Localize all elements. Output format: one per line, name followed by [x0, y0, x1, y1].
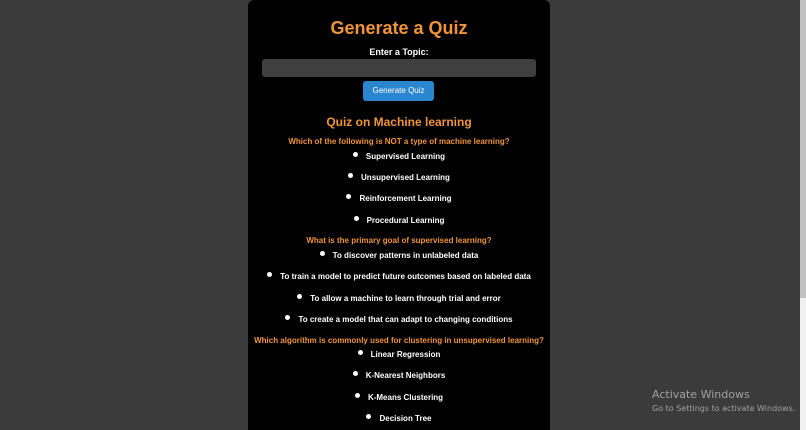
option-label: K-Means Clustering	[367, 393, 444, 402]
radio-button[interactable]	[348, 173, 353, 178]
option-label: Procedural Learning	[366, 216, 445, 225]
question-1-option-1[interactable]	[248, 151, 550, 163]
question-3-option-4[interactable]	[248, 413, 550, 425]
question-1: Which of the following is NOT a type of machine learning?	[288, 137, 510, 146]
question-2-option-4[interactable]	[248, 314, 550, 326]
question-1-option-3[interactable]	[248, 193, 550, 205]
question-3: Which algorithm is commonly used for clustering in unsupervised learning?	[254, 336, 544, 345]
option-label: Reinforcement Learning	[359, 194, 452, 203]
generate-quiz-button[interactable]: Generate Quiz	[363, 81, 434, 101]
question-3-option-2[interactable]	[248, 370, 550, 382]
question-2-option-1[interactable]	[248, 250, 550, 262]
question-2-option-2[interactable]	[248, 271, 550, 283]
topic-input[interactable]	[262, 59, 536, 77]
option-label: To allow a machine to learn through trial and error	[310, 294, 501, 303]
option-label: Supervised Learning	[365, 152, 446, 161]
radio-button[interactable]	[285, 315, 290, 320]
radio-button[interactable]	[355, 393, 360, 398]
activation-title: Activate Windows	[652, 388, 750, 401]
question-3-option-3[interactable]	[248, 392, 550, 404]
option-label: To discover patterns in unlabeled data	[332, 251, 479, 260]
windows-activation-watermark	[652, 388, 795, 415]
scrollbar-thumb[interactable]	[800, 0, 806, 298]
radio-button[interactable]	[366, 414, 371, 419]
radio-button[interactable]	[320, 251, 325, 256]
question-1-option-2[interactable]	[248, 172, 550, 184]
question-3-option-1[interactable]	[248, 349, 550, 361]
radio-button[interactable]	[358, 350, 363, 355]
quiz-panel	[248, 0, 550, 430]
quiz-title: Quiz on Machine learning	[326, 115, 472, 129]
option-label: Unsupervised Learning	[361, 173, 450, 182]
activation-subtitle: Go to Settings to activate Windows.	[652, 404, 796, 413]
radio-button[interactable]	[354, 216, 359, 221]
option-label: Decision Tree	[379, 414, 432, 423]
option-label: To train a model to predict future outcomes based on labeled data	[280, 272, 531, 281]
radio-button[interactable]	[267, 272, 272, 277]
question-2-option-3[interactable]	[248, 293, 550, 305]
question-2: What is the primary goal of supervised learning?	[306, 236, 492, 245]
option-label: Linear Regression	[370, 350, 441, 359]
radio-button[interactable]	[353, 152, 358, 157]
question-1-option-4[interactable]	[248, 215, 550, 227]
option-label: K-Nearest Neighbors	[365, 371, 446, 380]
radio-button[interactable]	[346, 194, 351, 199]
topic-label: Enter a Topic:	[369, 47, 429, 57]
radio-button[interactable]	[353, 371, 358, 376]
vertical-scrollbar[interactable]	[800, 0, 806, 430]
option-label: To create a model that can adapt to changing conditions	[298, 315, 513, 324]
radio-button[interactable]	[297, 294, 302, 299]
page-title: Generate a Quiz	[330, 18, 468, 38]
